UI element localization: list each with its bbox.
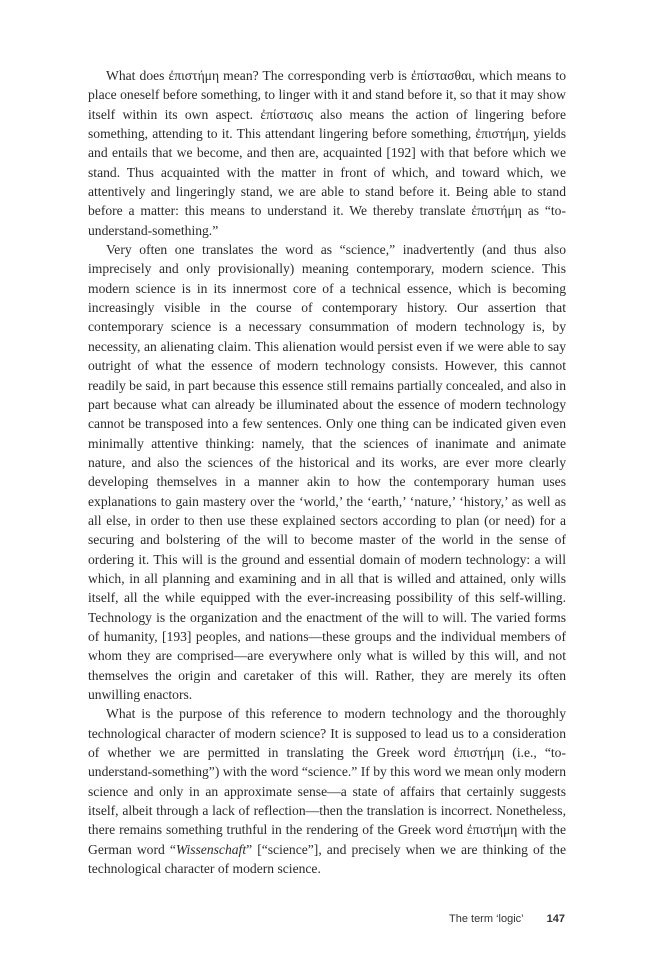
paragraph-text-start: What is the purpose of this reference to modern technology and the thoroughly technological character of modern science? It is supposed to lead us to a consideration of whether we are permitted in translating the Greek word ἐπιστήμη (i.e., “to-understand-something”) with the word “science.” If by this word we mean only modern science and only in an approximate sense—a state of affairs that certainly suggests itself, albeit through a lack of reflection—then the translation is incorrect. Nonetheless, there remains something truthful in the rendering of the Greek word ἐπιστήμη with the German word “ <box>88 706 566 857</box>
paragraph-text-end: ” [“science”], and precisely when we are thinking of the technological character of modern science. <box>88 841 566 877</box>
paragraph-episteme-meaning: What does ἐπιστήμη mean? The corresponding verb is ἐπίστασθαι, which means to place oneself before something, to linger with it and stand before it, so that it may show itself within its own aspect. ἐπίστασις also means the action of lingering before something, attending to it. This attendant lingering before something, ἐπιστήμη, yields and entails that we become, and then are, acquainted [192] with that before which we stand. Thus acquainted with the matter in front of which, and toward which, we attentively and lingeringly stand, we are able to stand before it. Being able to stand before a matter: this means to understand it. We thereby translate ἐπιστήμη as “to-understand-something.” <box>88 68 566 238</box>
paragraph-purpose-of-reference <box>88 704 566 878</box>
body-text <box>88 66 566 878</box>
italic-term-wissenschaft: Wissenschaft <box>175 841 247 857</box>
paragraph-science-translation: Very often one translates the word as “science,” inadvertently (and thus also imprecisely and only provisionally) meaning contemporary, modern science. This modern science is in its innermost core of a technical essence, which is becoming increasingly visible in the course of contemporary history. Our assertion that contemporary science is a necessary consummation of modern technology is, by necessity, an alienating claim. This alienation would persist even if we were able to say outright of what the essence of modern technology consists. However, this cannot readily be said, in part because this essence still remains partially concealed, and also in part because what can already be illuminated about the essence of modern technology cannot be transposed into a few sentences. Only one thing can be indicated given even minimally attentive thinking: namely, that the sciences of inanimate and animate nature, and also the sciences of the historical and its works, are ever more clearly developing themselves in a manner akin to how the contemporary human uses explanations to gain mastery over the ‘world,’ the ‘earth,’ ‘nature,’ ‘history,’ as well as all else, in order to then use these explained sectors according to plan (or need) for a securing and bolstering of the will to become master of the world in the sense of ordering it. This will is the ground and essential domain of modern technology: a will which, in all planning and examining and in all that is willed and attained, only wills itself, all the while equipped with the ever-increasing possibility of this self-willing. Technology is the organization and the enactment of the will to will. The varied forms of humanity, [193] peoples, and nations—these groups and the individual members of whom they are comprised—are everywhere only what is willed by this will, and not themselves the origin and caretaker of this will. Rather, they are merely its often unwilling enactors. <box>88 242 566 702</box>
running-footer-title: The term ‘logic’ <box>449 913 524 925</box>
page-number: 147 <box>546 913 565 925</box>
page-footer <box>449 913 565 925</box>
